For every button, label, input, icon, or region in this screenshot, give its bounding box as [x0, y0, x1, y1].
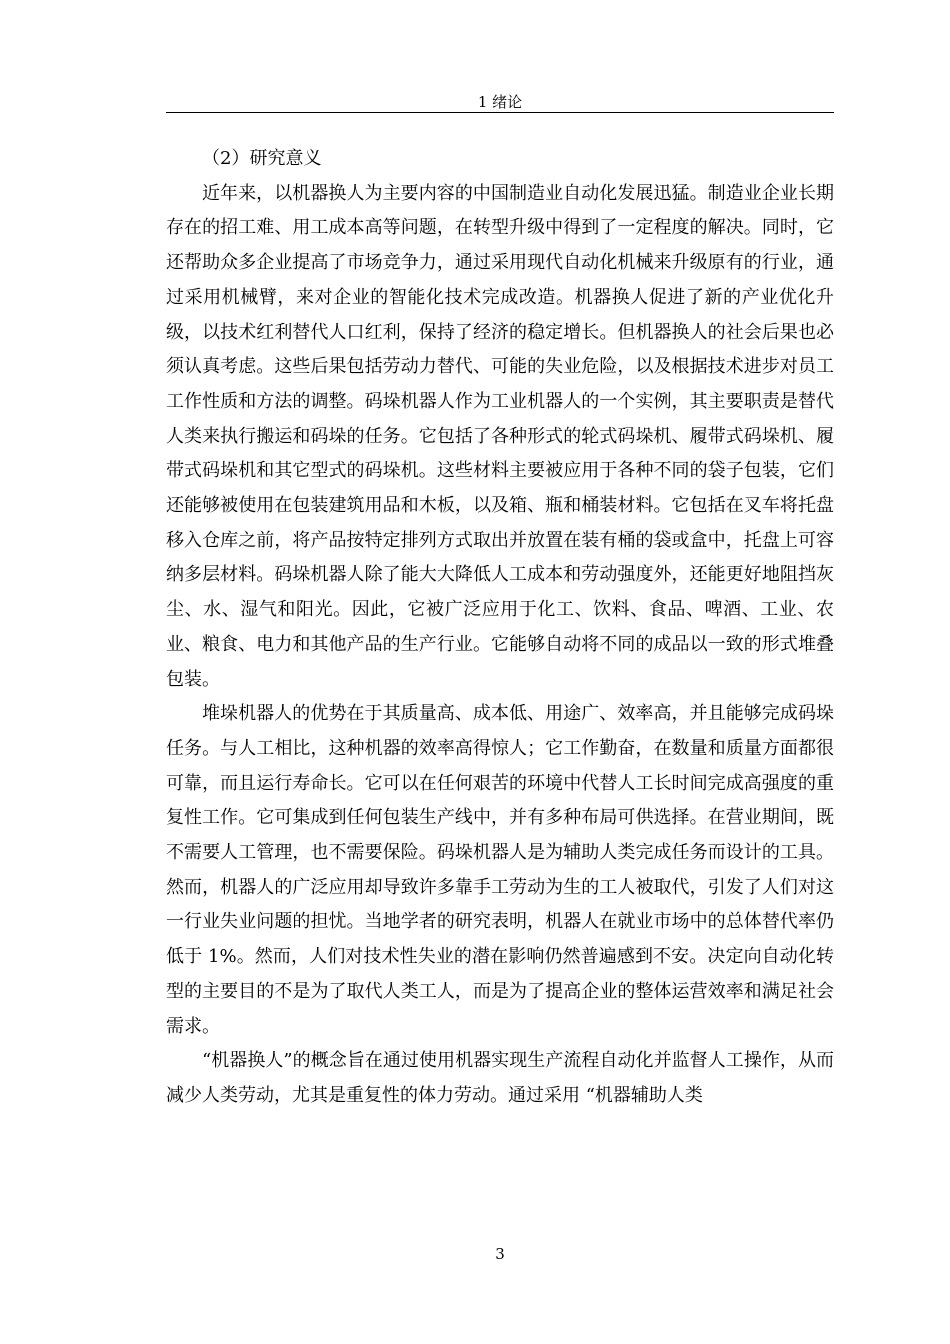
- paragraph-1: 近年来，以机器换人为主要内容的中国制造业自动化发展迅猛。制造业企业长期存在的招工难、用工成本高等问题，在转型升级中得到了一定程度的解决。同时，它还帮助众多企业提高了市场竞争力，通过采用现代自动化机械来升级原有的行业，通过采用机械臂，来对企业的智能化技术完成改造。机器换人促进了新的产业优化升级，以技术红利替代人口红利，保持了经济的稳定增长。但机器换人的社会后果也必须认真考虑。这些后果包括劳动力替代、可能的失业危险，以及根据技术进步对员工工作性质和方法的调整。码垛机器人作为工业机器人的一个实例，其主要职责是替代人类来执行搬运和码垛的任务。它包括了各种形式的轮式码垛机、履带式码垛机、履带式码垛机和其它型式的码垛机。这些材料主要被应用于各种不同的袋子包装，它们还能够被使用在包装建筑用品和木板，以及箱、瓶和桶装材料。它包括在叉车将托盘移入仓库之前，将产品按特定排列方式取出并放置在装有桶的袋或盒中，托盘上可容纳多层材料。码垛机器人除了能大大降低人工成本和劳动强度外，还能更好地阻挡灰尘、水、湿气和阳光。因此，它被广泛应用于化工、饮料、食品、啤酒、工业、农业、粮食、电力和其他产品的生产行业。它能够自动将不同的成品以一致的形式堆叠包装。: [166, 182, 834, 690]
- section-heading: （2）研究意义: [202, 148, 322, 169]
- paragraph-3: “机器换人”的概念旨在通过使用机器实现生产流程自动化并监督人工操作，从而减少人类劳动，尤其是重复性的体力劳动。通过采用 “机器辅助人类: [166, 1050, 834, 1106]
- header-rule: [166, 112, 834, 113]
- page-number: 3: [495, 1245, 505, 1263]
- running-header: 1 绪论: [477, 93, 523, 111]
- body-text: [166, 142, 834, 1114]
- paragraph-2: 堆垛机器人的优势在于其质量高、成本低、用途广、效率高，并且能够完成码垛任务。与人工相比，这种机器的效率高得惊人；它工作勤奋，在数量和质量方面都很可靠，而且运行寿命长。它可以在任何艰苦的环境中代替人工长时间完成高强度的重复性工作。它可集成到任何包装生产线中，并有多种布局可供选择。在营业期间，既不需要人工管理，也不需要保险。码垛机器人是为辅助人类完成任务而设计的工具。然而，机器人的广泛应用却导致许多靠手工劳动为生的工人被取代，引发了人们对这一行业失业问题的担忧。当地学者的研究表明，机器人在就业市场中的总体替代率仍低于 1%。然而，人们对技术性失业的潜在影响仍然普遍感到不安。决定向自动化转型的主要目的不是为了取代人类工人，而是为了提高企业的整体运营效率和满足社会需求。: [166, 703, 834, 1037]
